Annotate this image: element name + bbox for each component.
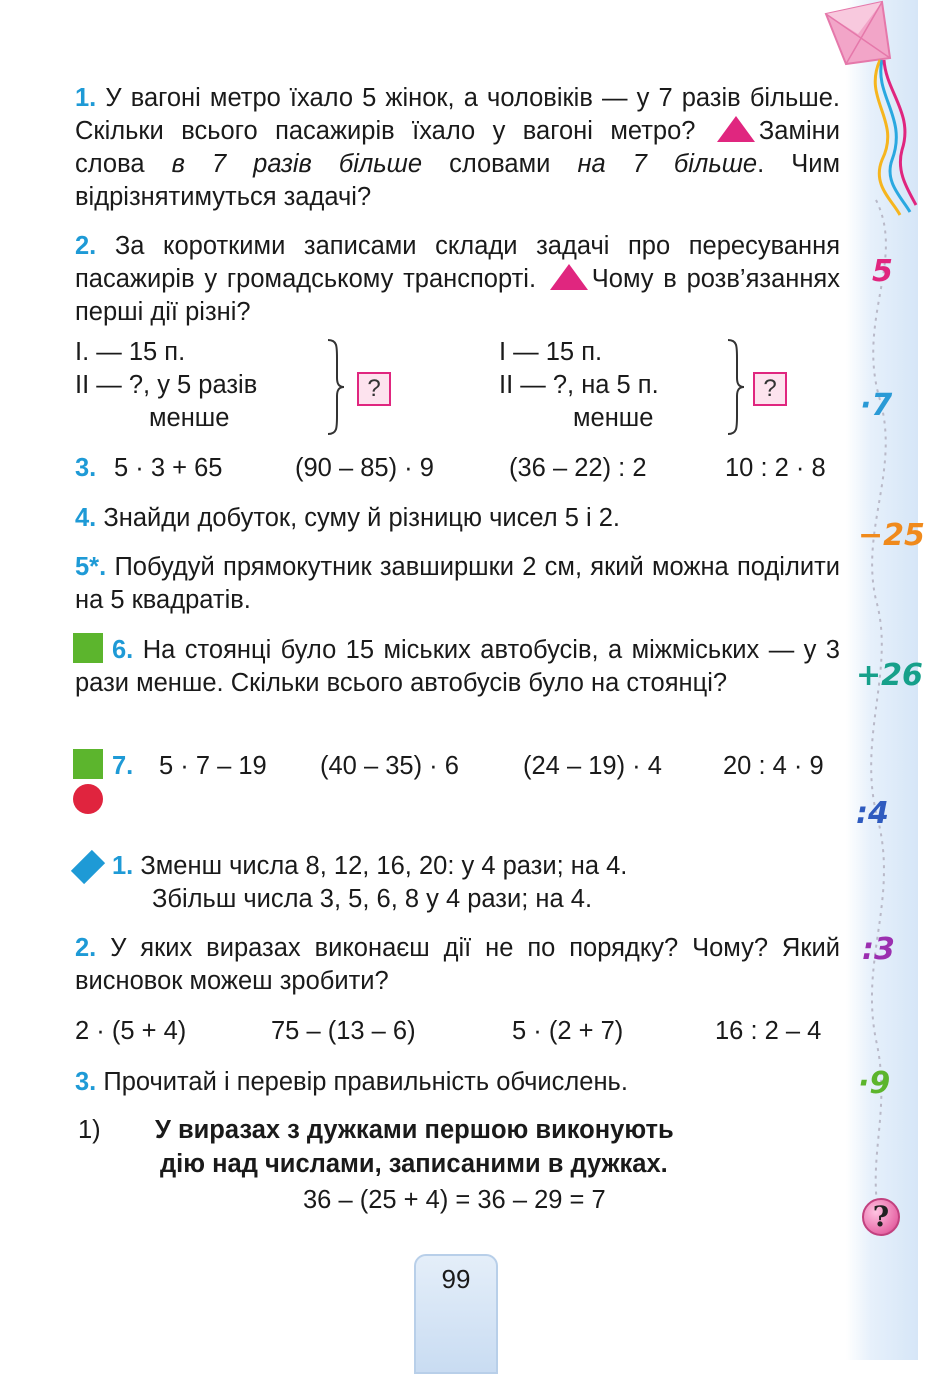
side-number: −25 xyxy=(858,518,925,553)
task-number: 2. xyxy=(75,934,97,962)
rule-line2: дію над числами, записаними в дужках. xyxy=(160,1150,668,1178)
exercise-3: 3. Прочитай і перевір правильність обчислень. xyxy=(75,1068,628,1096)
task-4: 4. Знайди добуток, суму й різницю чисел 5 і 2. xyxy=(75,504,620,532)
page-number: 99 xyxy=(414,1254,498,1374)
task-number: 1. xyxy=(75,84,97,112)
expression: (36 – 22) : 2 xyxy=(509,454,647,482)
task-2: 2. За короткими записами склади задачі про пересування пасажирів у громадському транспорті. Чому в розв’язаннях перші дії різні? xyxy=(75,232,841,326)
side-number: ·7 xyxy=(860,388,893,423)
rule-line1: У виразах з дужками першою виконують xyxy=(155,1116,674,1144)
exercise-1-line2: Збільш числа 3, 5, 6, 8 у 4 рази; на 4. xyxy=(152,885,593,913)
triangle-marker-icon xyxy=(717,116,755,142)
expression: 75 – (13 – 6) xyxy=(271,1017,416,1045)
triangle-marker-icon xyxy=(550,264,588,290)
expression: 16 : 2 – 4 xyxy=(715,1017,822,1045)
task-1: 1. У вагоні метро їхало 5 жінок, а чоловіків — у 7 разів більше. Скільки всього пасажирів їхало у вагоні метро? Заміни слова в 7 разів більше словами на 7 більше. Чим відрізнятимуться задачі? xyxy=(75,84,840,211)
expression: 5 · 3 + 65 xyxy=(114,454,223,482)
worked-example: 36 – (25 + 4) = 36 – 29 = 7 xyxy=(303,1186,606,1214)
expression: (24 – 19) · 4 xyxy=(523,752,662,780)
item-number: 1) xyxy=(78,1116,101,1144)
task-number: 5*. xyxy=(75,553,107,581)
side-number: ·9 xyxy=(858,1066,891,1101)
task-5: 5*. Побудуй прямокутник завширшки 2 см, який можна поділити на 5 квадратів. xyxy=(75,553,840,614)
expression: (40 – 35) · 6 xyxy=(320,752,459,780)
record-right-line3: менше xyxy=(573,404,654,432)
expression: 5 · (2 + 7) xyxy=(512,1017,624,1045)
side-number: :4 xyxy=(856,796,889,831)
question-box: ? xyxy=(357,372,391,406)
task-3 xyxy=(75,452,96,485)
side-number: :3 xyxy=(862,932,895,967)
green-square-marker-icon xyxy=(73,749,103,779)
exercise-1: 1. Зменш числа 8, 12, 16, 20: у 4 рази; на 4. xyxy=(112,852,628,880)
task-number: 7. xyxy=(112,752,134,780)
blue-diamond-marker-icon xyxy=(71,850,105,884)
task-number: 3. xyxy=(75,454,97,482)
record-right-line2: II — ?, на 5 п. xyxy=(499,371,659,399)
expression: 20 : 4 · 9 xyxy=(723,752,824,780)
task-number: 3. xyxy=(75,1068,97,1096)
red-circle-marker-icon xyxy=(73,784,103,814)
task-number: 1. xyxy=(112,852,134,880)
record-right-line1: I — 15 п. xyxy=(499,338,603,366)
record-left-line2: II — ?, у 5 разів xyxy=(75,371,258,399)
question-box: ? xyxy=(753,372,787,406)
curly-brace-icon xyxy=(725,338,747,436)
expression: 10 : 2 · 8 xyxy=(725,454,826,482)
record-left-line3: менше xyxy=(149,404,230,432)
expression: (90 – 85) · 9 xyxy=(295,454,434,482)
exercise-2: 2. У яких виразах виконаєш дії не по порядку? Чому? Який висновок можеш зробити? xyxy=(75,934,840,995)
curly-brace-icon xyxy=(325,338,347,436)
task-7 xyxy=(112,750,133,783)
task-number: 6. xyxy=(112,636,134,664)
side-number: 5 xyxy=(872,254,893,289)
help-question-icon[interactable]: ? xyxy=(862,1198,900,1236)
task-6: 6. На стоянці було 15 міських автобусів, а міжміських — у 3 рази менше. Скільки всього автобусів було на стоянці? xyxy=(75,636,840,697)
task-number: 4. xyxy=(75,504,97,532)
side-number: +26 xyxy=(856,658,923,693)
expression: 2 · (5 + 4) xyxy=(75,1017,187,1045)
task-number: 2. xyxy=(75,232,97,260)
record-left-line1: I. — 15 п. xyxy=(75,338,186,366)
expression: 5 · 7 – 19 xyxy=(159,752,267,780)
